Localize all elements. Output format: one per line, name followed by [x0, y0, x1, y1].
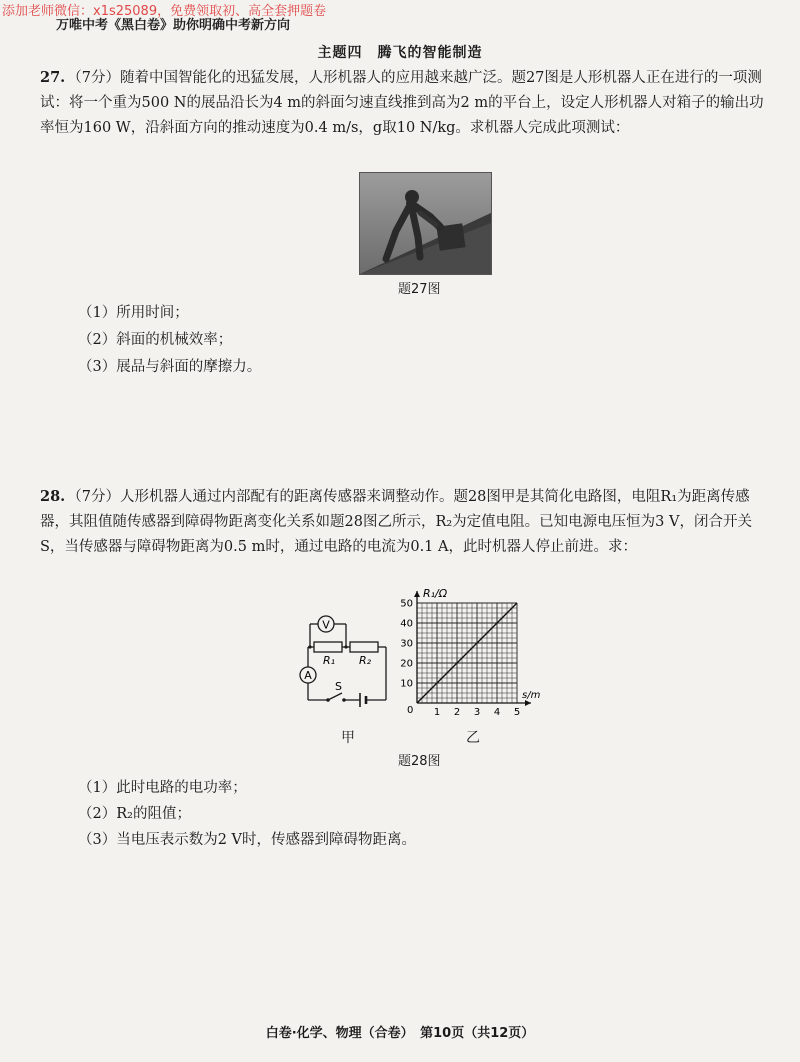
- x-tick-label: 2: [453, 707, 461, 718]
- watermark: 添加老师微信：x1s25089，免费领取初、高全套押题卷: [2, 4, 327, 19]
- switch: [328, 693, 342, 700]
- q28-item-2: （2）R₂的阻值；: [78, 806, 191, 822]
- figure-27-caption: 题27图: [398, 282, 441, 297]
- question-text: （7分）人形机器人通过内部配有的距离传感器来调整动作。题28图甲是其简化电路图，电阻R₁为距离传感器，其阻值随传感器到障碍物距离变化关系如题28图乙所示，R₂为定值电阻。已知电源电压恒为3 V，闭合开关S，当传感器与障碍物距离为0.5 m时，通过电路的电流为0.1 A，此时机器人停止前进。求：: [40, 489, 752, 555]
- question-28: [40, 484, 770, 560]
- x-tick-label: 3: [473, 707, 481, 718]
- question-27: [40, 65, 770, 141]
- r1-label: R₁: [323, 654, 336, 667]
- y-tick-label: 10: [400, 678, 413, 690]
- r2-label: R₂: [359, 654, 372, 667]
- question-number: 28.: [40, 488, 66, 505]
- q28-item-1: （1）此时电路的电功率；: [78, 780, 247, 796]
- resistance-distance-graph: [395, 585, 555, 725]
- resistor-r1: [314, 642, 342, 652]
- page-footer: 白卷·化学、物理（合卷） 第10页（共12页）: [265, 1026, 535, 1041]
- resistor-r2: [350, 642, 378, 652]
- q28-item-3: （3）当电压表示数为2 V时，传感器到障碍物距离。: [78, 832, 417, 848]
- switch-label: S: [335, 680, 342, 693]
- ammeter-label: A: [304, 669, 312, 682]
- x-axis-label: s/m: [522, 690, 541, 701]
- q27-item-3: （3）展品与斜面的摩擦力。: [78, 359, 262, 375]
- figure-28-caption: 题28图: [398, 754, 441, 769]
- exam-header: 万唯中考《黑白卷》助你明确中考新方向: [56, 18, 291, 33]
- y-tick-label: 40: [400, 618, 413, 630]
- topic-title: 主题四 腾飞的智能制造: [317, 45, 483, 61]
- y-tick-label: 20: [400, 658, 413, 670]
- robot-photo: [359, 172, 492, 275]
- voltmeter-label: V: [322, 618, 330, 632]
- question-number: 27.: [40, 69, 66, 86]
- x-tick-label: 4: [493, 707, 501, 718]
- circuit-label: 甲: [341, 730, 355, 746]
- y-tick-label: 30: [400, 638, 413, 650]
- y-axis-label: R₁/Ω: [423, 587, 448, 600]
- q27-item-1: （1）所用时间；: [78, 305, 189, 321]
- y-tick-label: 50: [400, 598, 413, 610]
- x-tick-label: 1: [433, 707, 441, 718]
- circuit-diagram: [290, 600, 390, 710]
- origin-label: 0: [407, 705, 414, 716]
- x-tick-label: 5: [513, 707, 521, 718]
- graph-label: 乙: [466, 730, 480, 746]
- q27-item-2: （2）斜面的机械效率；: [78, 332, 233, 348]
- question-text: （7分）随着中国智能化的迅猛发展，人形机器人的应用越来越广泛。题27图是人形机器人正在进行的一项测试：将一个重为500 N的展品沿长为4 m的斜面匀速直线推到高为2 m的平台上，设定人形机器人对箱子的输出功率恒为160 W，沿斜面方向的推动速度为0.4 m/s，g取10 N/kg。求机器人完成此项测试：: [40, 70, 764, 136]
- y-axis-arrow: [414, 591, 420, 597]
